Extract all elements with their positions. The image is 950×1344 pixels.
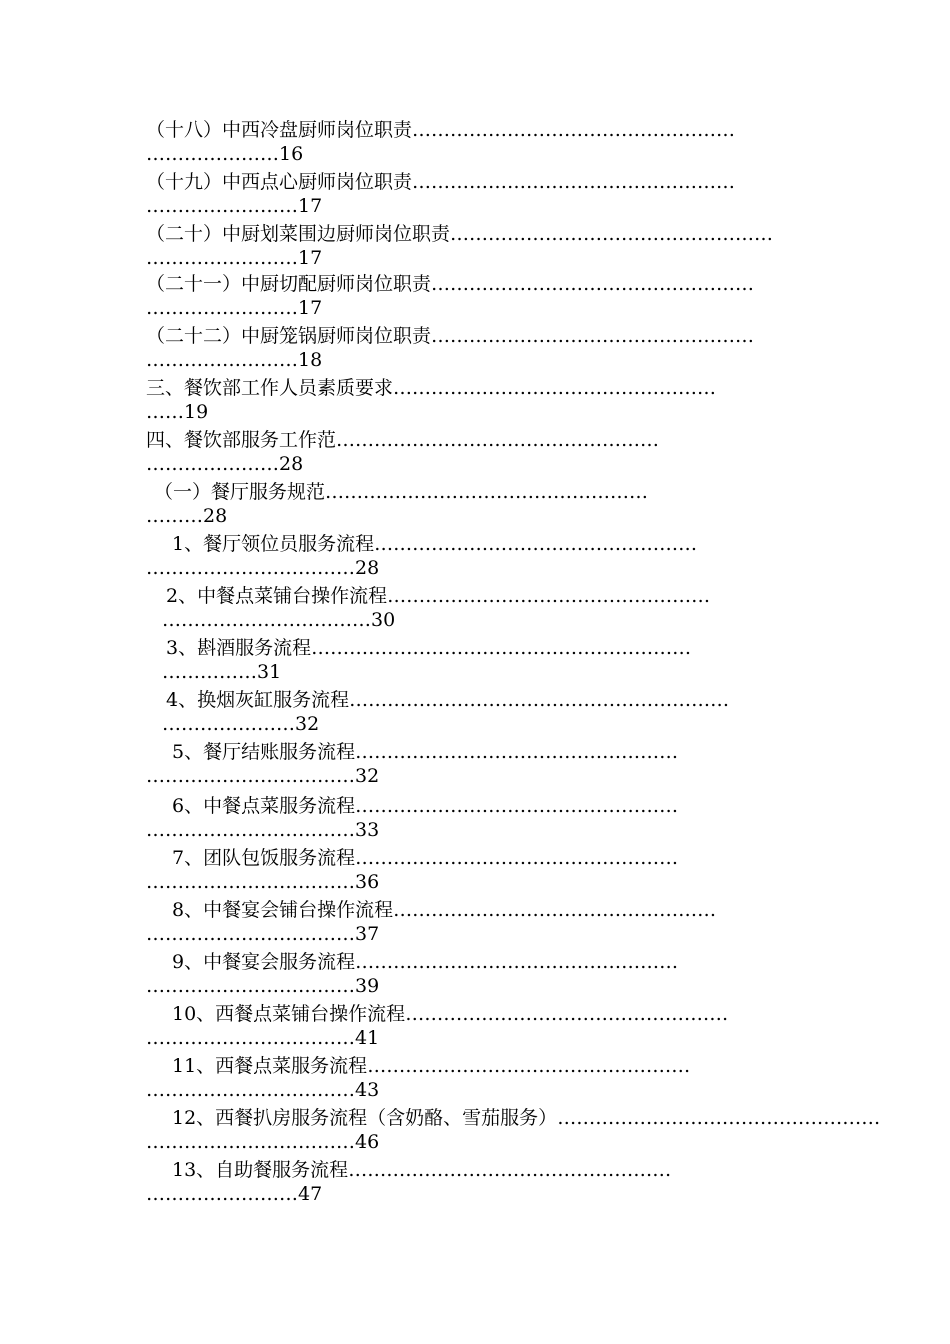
leader-dots: …………………………………………………… — [349, 689, 730, 711]
toc-entry — [0, 480, 950, 532]
toc-entry-page: 36 — [355, 871, 380, 893]
toc-entry-page: 17 — [298, 195, 323, 217]
toc-entry-page: 28 — [203, 505, 228, 527]
leader-dots: …………………………… — [146, 1131, 355, 1153]
toc-entry-page: 30 — [371, 609, 396, 631]
leader-dots: …………………………………………… — [431, 273, 755, 295]
toc-entry — [0, 428, 950, 480]
leader-dots: …………………………………………………… — [311, 637, 692, 659]
toc-entry — [0, 118, 950, 170]
toc-entry-page: 32 — [355, 765, 380, 787]
toc-entry — [0, 532, 950, 584]
toc-entry-page: 28 — [279, 453, 304, 475]
toc-entry — [0, 636, 950, 688]
leader-dots: …………………………………………… — [557, 1107, 881, 1129]
toc-entry — [0, 688, 950, 740]
leader-dots: …………………………………………… — [355, 795, 679, 817]
leader-dots: …………………… — [146, 247, 298, 269]
leader-dots: …………………………… — [146, 1079, 355, 1101]
toc-entry — [0, 1106, 950, 1158]
toc-entry-page: 17 — [298, 247, 323, 269]
toc-entry — [0, 794, 950, 846]
toc-entry-page: 39 — [355, 975, 380, 997]
leader-dots: …………………………………………… — [348, 1159, 672, 1181]
toc-entry-page: 46 — [355, 1131, 380, 1153]
leader-dots: …………………………… — [146, 871, 355, 893]
toc-entry-title: 三、餐饮部工作人员素质要求 — [146, 377, 394, 399]
leader-dots: …………………………………………… — [367, 1055, 691, 1077]
toc-entry-page: 47 — [298, 1183, 323, 1205]
leader-dots: …………………………………………… — [431, 325, 755, 347]
toc-entry-page: 43 — [355, 1079, 380, 1101]
toc-entry — [0, 740, 950, 792]
leader-dots: ………………… — [146, 143, 279, 165]
leader-dots: …………………………………………… — [412, 171, 736, 193]
toc-entry-page: 19 — [184, 401, 209, 423]
leader-dots: ………………… — [146, 453, 279, 475]
toc-entry-title: （十九）中西点心厨师岗位职责 — [146, 171, 413, 193]
toc-entry — [0, 1158, 950, 1210]
toc-entry-title: （二十二）中厨笼锅厨师岗位职责 — [146, 325, 432, 347]
leader-dots: …………………… — [146, 297, 298, 319]
toc-entry — [0, 376, 950, 428]
toc-entry-title: 13、自助餐服务流程 — [172, 1159, 349, 1181]
toc-entry-title: 5、餐厅结账服务流程 — [172, 741, 356, 763]
leader-dots: …………… — [162, 661, 257, 683]
toc-entry — [0, 584, 950, 636]
toc-entry-title: （一）餐厅服务规范 — [154, 481, 326, 503]
toc-entry-title: 2、中餐点菜铺台操作流程 — [166, 585, 388, 607]
toc-entry-page: 18 — [298, 349, 323, 371]
leader-dots: …………………………… — [146, 819, 355, 841]
leader-dots: …………………………………………… — [374, 533, 698, 555]
toc-entry-title: （二十一）中厨切配厨师岗位职责 — [146, 273, 432, 295]
toc-entry-title: 1、餐厅领位员服务流程 — [172, 533, 375, 555]
leader-dots: …………………………… — [146, 765, 355, 787]
toc-entry-page: 33 — [355, 819, 380, 841]
leader-dots: …………………………………………… — [325, 481, 649, 503]
leader-dots: …………………………… — [146, 923, 355, 945]
toc-entry-title: 6、中餐点菜服务流程 — [172, 795, 356, 817]
leader-dots: …………………………… — [146, 557, 355, 579]
toc-entry-page: 17 — [298, 297, 323, 319]
toc-entry-title: 8、中餐宴会铺台操作流程 — [172, 899, 394, 921]
toc-entry-title: 4、换烟灰缸服务流程 — [166, 689, 350, 711]
leader-dots: …………………………………………… — [355, 741, 679, 763]
toc-entry-page: 31 — [257, 661, 282, 683]
toc-entry — [0, 272, 950, 324]
leader-dots: …………………………………………… — [393, 377, 717, 399]
toc-entry-title: 3、斟酒服务流程 — [166, 637, 312, 659]
toc-entry — [0, 846, 950, 898]
leader-dots: …………………………………………… — [336, 429, 660, 451]
toc-entry — [0, 222, 950, 274]
toc-entry-title: 10、西餐点菜铺台操作流程 — [172, 1003, 406, 1025]
toc-entry — [0, 1002, 950, 1054]
toc-entry-page: 16 — [279, 143, 304, 165]
leader-dots: …… — [146, 401, 184, 423]
toc-entry — [0, 324, 950, 376]
leader-dots: …………………… — [146, 349, 298, 371]
leader-dots: ………………… — [162, 713, 295, 735]
toc-entry — [0, 898, 950, 950]
leader-dots: …………………………………………… — [387, 585, 711, 607]
toc-entry-title: 11、西餐点菜服务流程 — [172, 1055, 368, 1077]
toc-entry-title: 12、西餐扒房服务流程（含奶酪、雪茄服务） — [172, 1107, 558, 1129]
leader-dots: …………………………………………… — [450, 223, 774, 245]
leader-dots: …………………… — [146, 1183, 298, 1205]
leader-dots: …………………… — [146, 195, 298, 217]
toc-entry-page: 28 — [355, 557, 380, 579]
toc-entry-page: 37 — [355, 923, 380, 945]
leader-dots: …………………………… — [146, 975, 355, 997]
toc-entry-page: 32 — [295, 713, 320, 735]
leader-dots: …………………………………………… — [355, 847, 679, 869]
toc-entry-title: （二十）中厨划菜围边厨师岗位职责 — [146, 223, 451, 245]
toc-entry — [0, 170, 950, 222]
leader-dots: …………………………… — [146, 1027, 355, 1049]
toc-entry — [0, 950, 950, 1002]
leader-dots: …………………………………………… — [412, 119, 736, 141]
leader-dots: …………………………………………… — [393, 899, 717, 921]
leader-dots: …………………………………………… — [405, 1003, 729, 1025]
toc-entry — [0, 1054, 950, 1106]
leader-dots: …………………………… — [162, 609, 371, 631]
toc-entry-title: 7、团队包饭服务流程 — [172, 847, 356, 869]
leader-dots: …………………………………………… — [355, 951, 679, 973]
toc-entry-page: 41 — [355, 1027, 380, 1049]
toc-entry-title: 9、中餐宴会服务流程 — [172, 951, 356, 973]
leader-dots: ……… — [146, 505, 203, 527]
toc-entry-title: 四、餐饮部服务工作范 — [146, 429, 337, 451]
toc-entry-title: （十八）中西冷盘厨师岗位职责 — [146, 119, 413, 141]
